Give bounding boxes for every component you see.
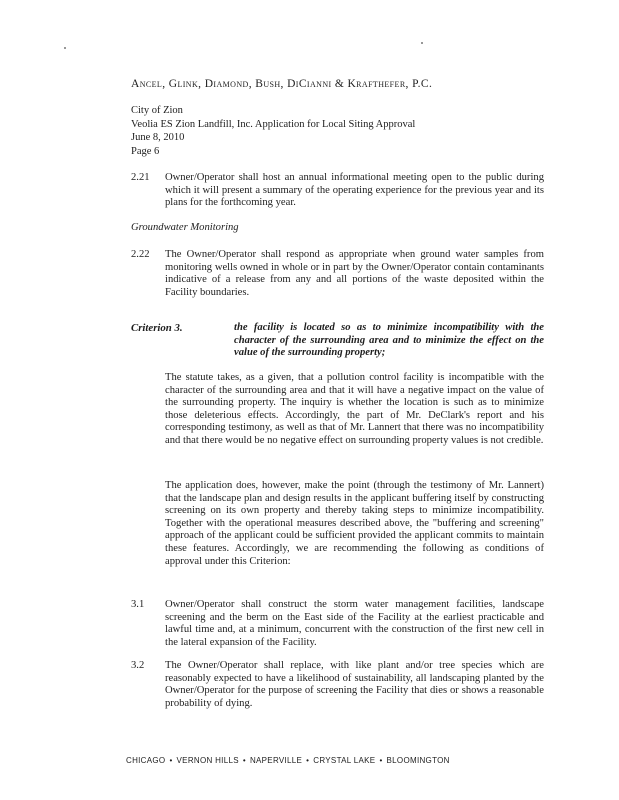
office-naperville: NAPERVILLE xyxy=(249,756,303,765)
scan-speck xyxy=(64,47,66,49)
condition-text: Owner/Operator shall host an annual informational meeting open to the public during which it will present a summary of the operating experience for the previous year and its plans for the forthcoming year. xyxy=(165,172,544,209)
letter-date: June 8, 2010 xyxy=(131,132,185,143)
separator-dot: • xyxy=(242,756,246,765)
condition-number: 3.2 xyxy=(131,660,145,671)
separator-dot: • xyxy=(306,756,310,765)
body-paragraph: The statute takes, as a given, that a pollution control facility is incompatible with the character of the surrounding area and that it will have a negative impact on the value of the surrounding property. The inquiry is whether the location is such as to minimize those deleterious effects. Accordingly, the part of Mr. DeClark's report and his corresponding testimony, as well as that of Mr. Lannert that there was no incompatibility and that there would be no negative effect on surrounding property values is not credible. xyxy=(165,372,544,446)
separator-dot: • xyxy=(379,756,383,765)
criterion-text: the facility is located so as to minimize incompatibility with the character of the surrounding area and to minimize the effect on the value of the surrounding property; xyxy=(234,322,544,359)
criterion-label: Criterion 3. xyxy=(131,322,183,334)
subject-line: Veolia ES Zion Landfill, Inc. Application for Local Siting Approval xyxy=(131,118,416,130)
section-heading: Groundwater Monitoring xyxy=(131,222,239,233)
page-number: Page 6 xyxy=(131,145,160,157)
office-chicago: CHICAGO xyxy=(126,756,166,765)
condition-number: 2.21 xyxy=(131,172,150,183)
letter-header xyxy=(131,104,415,158)
body-paragraph: The application does, however, make the point (through the testimony of Mr. Lannert) that the landscape plan and design results in the applicant buffering itself by constructing screening on its own property and thereby taking steps to minimize incompatibility. Together with the operational measures described above, the "buffering and screening" approach of the applicant could be sufficient provided the applicant commits to maintain these features. Accordingly, we are recommending the following as conditions of approval under this Criterion: xyxy=(165,480,544,567)
condition-number: 3.1 xyxy=(131,599,145,610)
recipient: City of Zion xyxy=(131,105,183,116)
office-crystal-lake: CRYSTAL LAKE xyxy=(313,756,376,765)
letterhead-firm-name: Ancel, Glink, Diamond, Bush, DiCianni & Krafthefer, P.C. xyxy=(131,78,433,90)
condition-text: The Owner/Operator shall respond as appropriate when ground water samples from monitoring wells owned in whole or in part by the Owner/Operator contain contaminants indicative of a release from any and all portions of the waste deposited within the Facility boundaries. xyxy=(165,249,544,298)
condition-text: Owner/Operator shall construct the storm water management facilities, landscape screening and the berm on the East side of the Facility at the earliest practicable and lawful time and, at a minimum, concurrent with the construction of the first new cell in the lateral expansion of the Facility. xyxy=(165,599,544,648)
office-bloomington: BLOOMINGTON xyxy=(386,756,450,765)
footer-offices xyxy=(126,756,450,765)
condition-number: 2.22 xyxy=(131,249,150,260)
condition-text: The Owner/Operator shall replace, with like plant and/or tree species which are reasonably expected to have a likelihood of sustainability, all landscaping planted by the Owner/Operator for the purpose of screening the Facility that dies or shows a reasonable probability of dying. xyxy=(165,660,544,709)
separator-dot: • xyxy=(169,756,173,765)
office-vernon-hills: VERNON HILLS xyxy=(176,756,239,765)
scan-speck xyxy=(421,42,423,44)
